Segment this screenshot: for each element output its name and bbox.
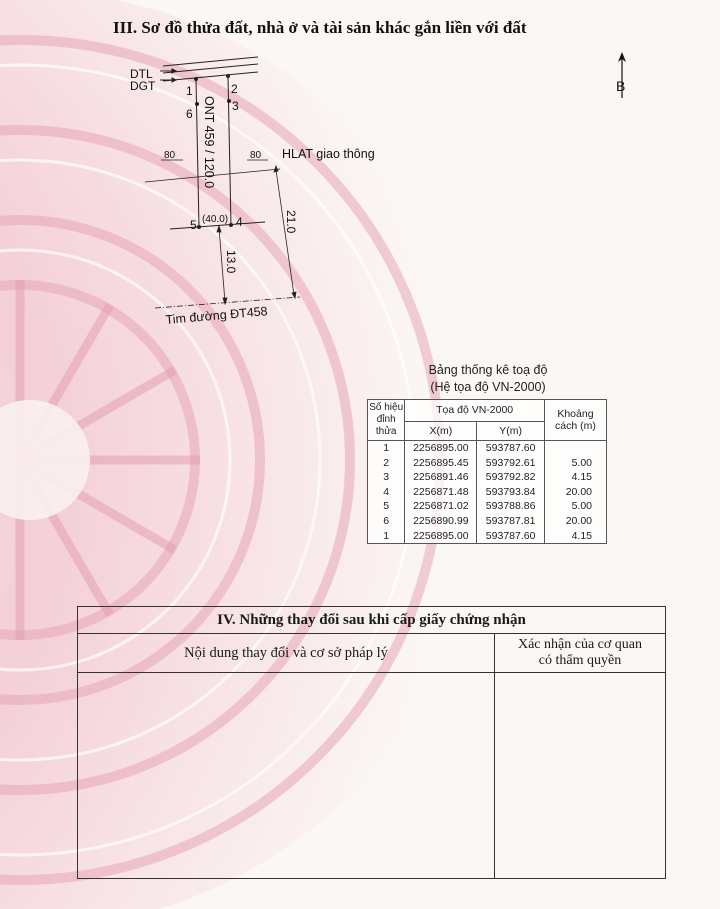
- header-x: X(m): [405, 421, 477, 440]
- road-centre-label: Tim đường ĐT458: [165, 304, 269, 327]
- changes-table-body: [78, 673, 665, 878]
- authority-confirmation-cell: [495, 673, 665, 878]
- header-coords: Tọa độ VN-2000: [405, 400, 545, 422]
- point-5-label: 5: [190, 218, 197, 232]
- front-width-label: (40.0): [202, 214, 229, 225]
- distance-21-label: 21.0: [284, 210, 298, 234]
- changes-table-header: [78, 634, 665, 673]
- header-authority-confirmation: Xác nhận của cơ quan có thẩm quyền: [517, 637, 642, 668]
- point-4-label: 4: [236, 215, 243, 229]
- coord-caption-line1: Bảng thống kê toạ độ: [428, 363, 548, 377]
- setback-right-label: 80: [250, 150, 262, 161]
- parcel-label: ONT 459 / 120.0: [202, 96, 216, 189]
- header-distance: Khoảng cách (m): [544, 400, 606, 441]
- section-iii-title: III. Sơ đồ thửa đất, nhà ở và tài sản khác gắn liền với đất: [113, 18, 527, 37]
- changes-table: [77, 606, 666, 879]
- header-point-no: Số hiệu đỉnh thửa: [368, 400, 405, 441]
- table-row: 6 2256890.99 593787.81 20.00: [368, 514, 607, 529]
- table-row: 2 2256895.45 593792.61 5.00: [368, 456, 607, 471]
- coord-caption-line2: (Hệ tọa độ VN-2000): [430, 380, 546, 394]
- header-change-content: Nội dung thay đổi và cơ sở pháp lý: [78, 634, 495, 672]
- hlat-label: HLAT giao thông: [282, 147, 375, 161]
- setback-left-label: 80: [164, 150, 176, 161]
- north-arrow-icon: [610, 50, 634, 100]
- dgt-label: DGT: [130, 79, 156, 93]
- section-iv-title: IV. Những thay đổi sau khi cấp giấy chứng nhận: [78, 607, 665, 634]
- north-label: B: [616, 78, 626, 94]
- table-row: 1 2256895.00 593787.60: [368, 441, 607, 456]
- point-1-label: 1: [186, 84, 193, 98]
- point-3-label: 3: [232, 99, 239, 113]
- coord-table-caption: [368, 362, 608, 396]
- distance-13-label: 13.0: [224, 250, 238, 274]
- table-row: 5 2256871.02 593788.86 5.00: [368, 499, 607, 514]
- table-row: 4 2256871.48 593793.84 20.00: [368, 485, 607, 500]
- dtl-label: DTL: [130, 67, 153, 81]
- header-y: Y(m): [477, 421, 545, 440]
- change-content-cell: [78, 673, 495, 878]
- road-lines: [163, 57, 258, 81]
- coordinate-table: [367, 399, 607, 544]
- point-6-label: 6: [186, 107, 193, 121]
- point-2-label: 2: [231, 82, 238, 96]
- table-row: 1 2256895.00 593787.60 4.15: [368, 529, 607, 544]
- table-row: 3 2256891.46 593792.82 4.15: [368, 470, 607, 485]
